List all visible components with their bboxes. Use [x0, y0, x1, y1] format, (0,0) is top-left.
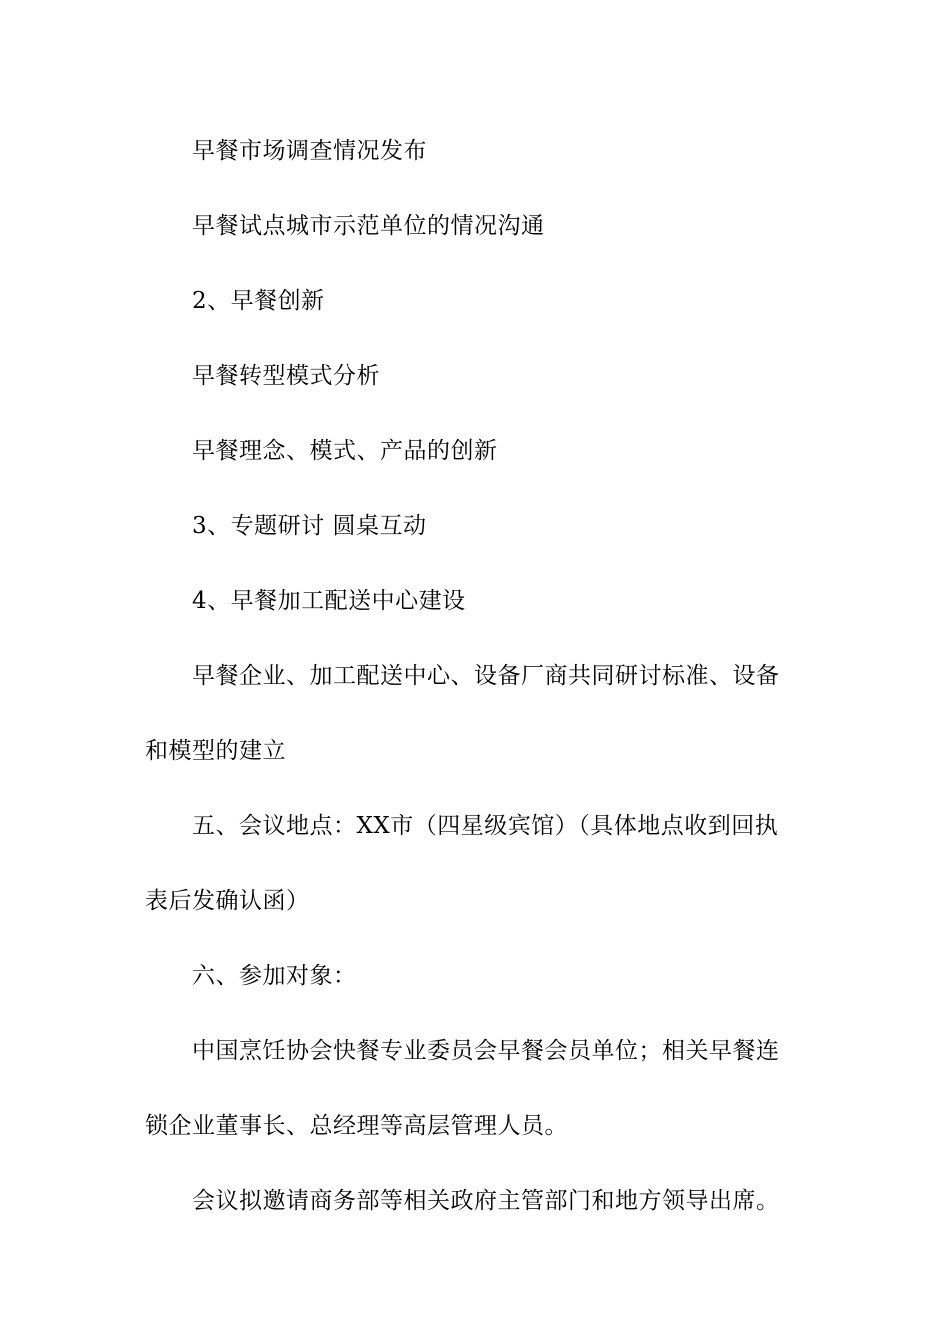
text-line-section-6: 六、参加对象： [192, 963, 357, 989]
text-line-transformation: 早餐转型模式分析 [192, 363, 380, 389]
document-body [145, 132, 807, 1257]
text-line-innovation: 早餐理念、模式、产品的创新 [192, 438, 498, 464]
text-line-venue-part1: 五、会议地点：XX市（四星级宾馆）（具体地点收到回执 [192, 813, 779, 839]
text-line-participants-part2: 锁企业董事长、总经理等高层管理人员。 [145, 1113, 568, 1139]
text-line-venue-part2: 表后发确认函） [145, 888, 310, 914]
text-line-standards-part2: 和模型的建立 [145, 738, 286, 764]
text-line-market-survey: 早餐市场调查情况发布 [192, 138, 427, 164]
text-line-participants-part1: 中国烹饪协会快餐专业委员会早餐会员单位；相关早餐连 [192, 1038, 780, 1064]
text-line-section-4: 4、早餐加工配送中心建设 [192, 588, 466, 614]
text-line-section-2: 2、早餐创新 [192, 288, 325, 314]
text-line-standards-part1: 早餐企业、加工配送中心、设备厂商共同研讨标准、设备 [192, 663, 780, 689]
text-line-pilot-city: 早餐试点城市示范单位的情况沟通 [192, 213, 545, 239]
text-line-section-3: 3、专题研讨 圆桌互动 [192, 513, 427, 539]
text-line-invitation: 会议拟邀请商务部等相关政府主管部门和地方领导出席。 [192, 1188, 780, 1214]
